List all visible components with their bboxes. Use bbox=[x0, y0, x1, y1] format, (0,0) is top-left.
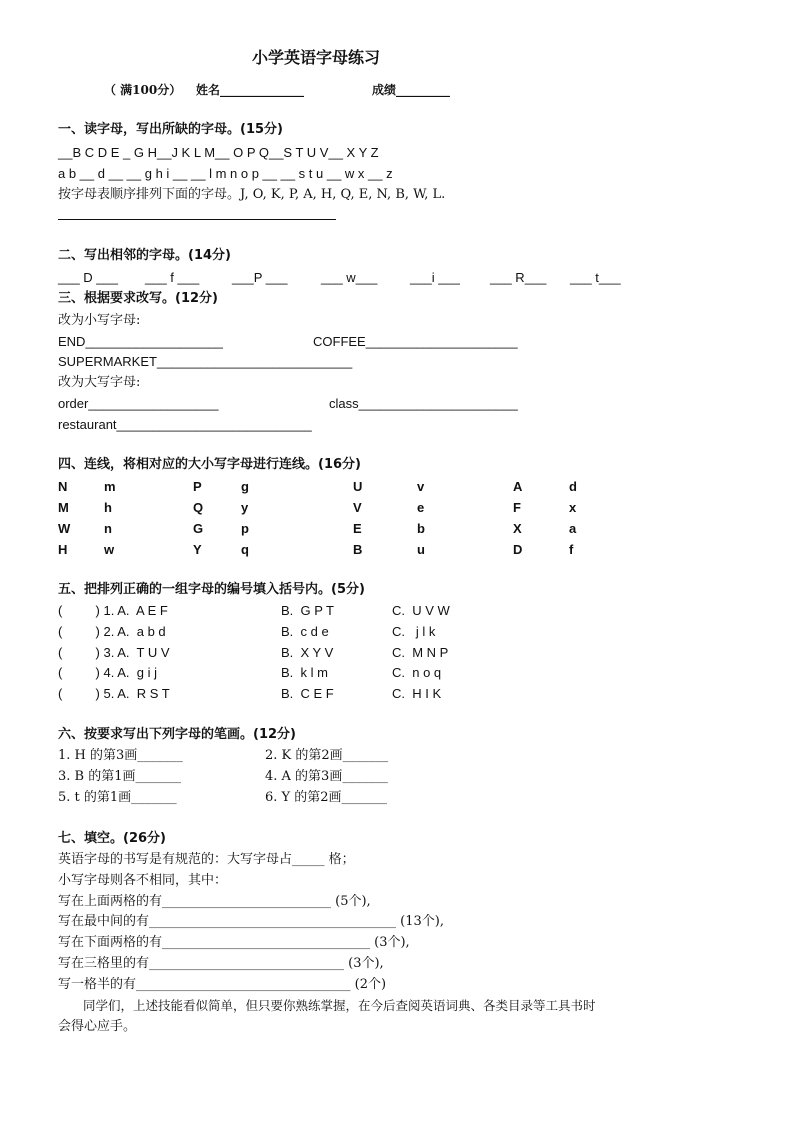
option-b: B. C E F bbox=[281, 686, 334, 701]
section-2-heading: 二、写出相邻的字母。(14分) bbox=[58, 248, 231, 263]
fill-line: 小写字母则各不相同，其中： bbox=[58, 873, 228, 888]
match-lower[interactable]: u bbox=[417, 542, 425, 557]
order-question[interactable]: ( ) 4. A. g i j bbox=[58, 665, 157, 680]
option-c: C. n o q bbox=[392, 665, 442, 680]
stroke-item[interactable]: 4. A 的第3画_______ bbox=[265, 769, 388, 784]
match-lower[interactable]: v bbox=[417, 479, 425, 494]
adjacent-item[interactable]: ___P ___ bbox=[232, 270, 288, 285]
answer-line[interactable] bbox=[58, 219, 336, 220]
match-upper[interactable]: U bbox=[353, 479, 363, 494]
option-b: B. G P T bbox=[281, 603, 334, 618]
section-5-heading: 五、把排列正确的一组字母的编号填入括号内。(5分) bbox=[58, 582, 365, 597]
section-1-heading: 一、读字母，写出所缺的字母。(15分) bbox=[58, 122, 283, 137]
section-7-heading: 七、填空。(26分) bbox=[58, 831, 166, 846]
page-title: 小学英语字母练习 bbox=[252, 48, 381, 67]
stroke-item[interactable]: 6. Y 的第2画_______ bbox=[265, 790, 388, 805]
fill-line[interactable]: 写在上面两格的有__________________________ (5个), bbox=[58, 894, 371, 909]
option-c: C. H I K bbox=[392, 686, 442, 701]
match-upper[interactable]: H bbox=[58, 542, 68, 557]
adjacent-item[interactable]: ___ w___ bbox=[321, 270, 378, 285]
section-1-lowercase-line[interactable]: a b __ d __ __ g h i __ __ l m n o p __ __ s t u __ w x __ z bbox=[58, 166, 393, 181]
section-1-uppercase-line[interactable]: __B C D E _ G H__J K L M__ O P Q__S T U V__ X Y Z bbox=[58, 145, 379, 160]
match-lower[interactable]: b bbox=[417, 521, 425, 536]
order-question[interactable]: ( ) 5. A. R S T bbox=[58, 686, 170, 701]
rewrite-item[interactable]: COFFEE_____________________ bbox=[313, 334, 518, 349]
match-lower[interactable]: d bbox=[569, 479, 577, 494]
section-1-order-instruction: 按字母表顺序排列下面的字母。J, O, K, P, A, H, Q, E, N, B, W, L. bbox=[58, 187, 446, 202]
match-lower[interactable]: x bbox=[569, 500, 577, 515]
order-question[interactable]: ( ) 2. A. a b d bbox=[58, 624, 166, 639]
rewrite-item[interactable]: class______________________ bbox=[329, 396, 518, 411]
score-total: （ 满100分） bbox=[104, 83, 182, 97]
match-lower[interactable]: e bbox=[417, 500, 425, 515]
option-c: C. j l k bbox=[392, 624, 436, 639]
match-upper[interactable]: F bbox=[513, 500, 521, 515]
adjacent-item[interactable]: ___ f ___ bbox=[145, 270, 200, 285]
match-upper[interactable]: E bbox=[353, 521, 362, 536]
match-lower[interactable]: y bbox=[241, 500, 249, 515]
rewrite-item[interactable]: END___________________ bbox=[58, 334, 223, 349]
to-lowercase-label: 改为小写字母: bbox=[58, 313, 141, 328]
fill-line[interactable]: 写在下面两格的有________________________________ (3个), bbox=[58, 935, 410, 950]
match-upper[interactable]: M bbox=[58, 500, 69, 515]
adjacent-item[interactable]: ___ t___ bbox=[570, 270, 621, 285]
rewrite-item[interactable]: restaurant___________________________ bbox=[58, 417, 312, 432]
match-lower[interactable]: q bbox=[241, 542, 249, 557]
order-question[interactable]: ( ) 1. A. A E F bbox=[58, 603, 168, 618]
match-lower[interactable]: f bbox=[569, 542, 574, 557]
fill-line[interactable]: 写一格半的有_________________________________ (2个) bbox=[58, 977, 387, 992]
match-upper[interactable]: A bbox=[513, 479, 523, 494]
match-lower[interactable]: h bbox=[104, 500, 112, 515]
name-field[interactable]: 姓名______________ bbox=[196, 83, 305, 97]
option-c: C. U V W bbox=[392, 603, 450, 618]
match-upper[interactable]: X bbox=[513, 521, 522, 536]
match-upper[interactable]: G bbox=[193, 521, 204, 536]
match-upper[interactable]: V bbox=[353, 500, 362, 515]
section-3-heading: 三、根据要求改写。(12分) bbox=[58, 291, 218, 306]
match-lower[interactable]: a bbox=[569, 521, 577, 536]
closing-paragraph-end: 会得心应手。 bbox=[58, 1019, 137, 1034]
stroke-item[interactable]: 2. K 的第2画_______ bbox=[265, 748, 389, 763]
to-uppercase-label: 改为大写字母: bbox=[58, 375, 141, 390]
closing-paragraph: 同学们，上述技能看似简单，但只要你熟练掌握，在今后查阅英语词典、各类目录等工具书时 bbox=[58, 998, 596, 1013]
stroke-item[interactable]: 3. B 的第1画_______ bbox=[58, 769, 181, 784]
stroke-item[interactable]: 1. H 的第3画_______ bbox=[58, 748, 183, 763]
match-lower[interactable]: g bbox=[241, 479, 249, 494]
match-lower[interactable]: w bbox=[104, 542, 115, 557]
adjacent-item[interactable]: ___ D ___ bbox=[58, 270, 118, 285]
match-upper[interactable]: P bbox=[193, 479, 202, 494]
match-upper[interactable]: W bbox=[58, 521, 71, 536]
section-6-heading: 六、按要求写出下列字母的笔画。(12分) bbox=[58, 727, 296, 742]
option-b: B. k l m bbox=[281, 665, 328, 680]
fill-line[interactable]: 写在三格里的有______________________________ (3个), bbox=[58, 956, 384, 971]
match-upper[interactable]: D bbox=[513, 542, 523, 557]
match-upper[interactable]: N bbox=[58, 479, 68, 494]
match-upper[interactable]: Q bbox=[193, 500, 204, 515]
match-upper[interactable]: Y bbox=[193, 542, 202, 557]
rewrite-item[interactable]: order__________________ bbox=[58, 396, 219, 411]
adjacent-item[interactable]: ___ R___ bbox=[490, 270, 547, 285]
match-upper[interactable]: B bbox=[353, 542, 363, 557]
fill-line[interactable]: 写在最中间的有______________________________________ (13个), bbox=[58, 914, 444, 929]
stroke-item[interactable]: 5. t 的第1画_______ bbox=[58, 790, 177, 805]
option-c: C. M N P bbox=[392, 645, 449, 660]
adjacent-item[interactable]: ___i ___ bbox=[410, 270, 460, 285]
option-b: B. X Y V bbox=[281, 645, 334, 660]
match-lower[interactable]: m bbox=[104, 479, 116, 494]
rewrite-item[interactable]: SUPERMARKET___________________________ bbox=[58, 354, 353, 369]
fill-line[interactable]: 英语字母的书写是有规范的：大写字母占_____ 格； bbox=[58, 852, 355, 867]
section-4-heading: 四、连线，将相对应的大小写字母进行连线。(16分) bbox=[58, 457, 361, 472]
option-b: B. c d e bbox=[281, 624, 329, 639]
grade-field[interactable]: 成绩_________ bbox=[372, 83, 451, 97]
match-lower[interactable]: n bbox=[104, 521, 112, 536]
match-lower[interactable]: p bbox=[241, 521, 249, 536]
order-question[interactable]: ( ) 3. A. T U V bbox=[58, 645, 170, 660]
